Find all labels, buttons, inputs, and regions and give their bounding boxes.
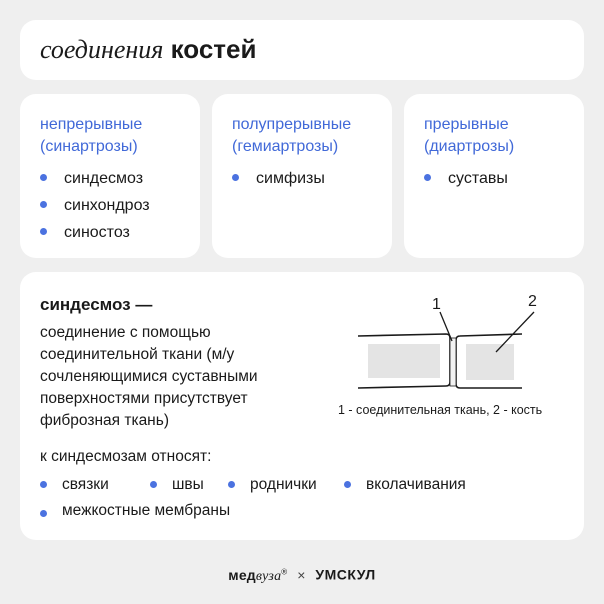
category-list <box>232 166 325 193</box>
list-item: швы <box>150 473 204 497</box>
bullet-icon <box>228 481 235 488</box>
list-item: вколачивания <box>344 473 466 497</box>
bullet-icon <box>344 481 351 488</box>
page-title <box>40 33 256 66</box>
footer-brand <box>0 560 604 584</box>
list-item: синостоз <box>40 220 150 247</box>
definition-card <box>20 272 584 540</box>
bullet-icon <box>40 201 47 208</box>
category-heading: полупрерывные (гемиартрозы) <box>232 116 352 155</box>
bullet-icon <box>40 174 47 181</box>
category-list <box>40 166 150 247</box>
category-card-continuous <box>20 94 200 258</box>
list-item: синдесмоз <box>40 166 150 193</box>
diagram-label-1: 1 <box>432 296 441 313</box>
brand-medvuza-logo: медвуза® <box>228 566 288 584</box>
category-card-semicontinuous <box>212 94 392 258</box>
list-item: синхондроз <box>40 193 150 220</box>
bullet-icon <box>232 174 239 181</box>
title-card <box>20 20 584 80</box>
syndesmosis-diagram <box>336 294 576 394</box>
list-item: межкостные мембраны <box>40 502 230 519</box>
connective-tissue <box>450 338 456 386</box>
bullet-icon <box>424 174 431 181</box>
bone-right-fill <box>466 344 514 380</box>
title-bold: костей <box>170 34 257 64</box>
definition-text: соединение с помощью соединительной ткани (м/у сочленяющимися суставными поверхностями присутствует фиброзная ткань) <box>40 324 258 429</box>
syndesmosis-types-row-2 <box>40 499 230 523</box>
definition-term: синдесмоз — <box>40 295 153 314</box>
syndesmosis-types-row <box>40 473 580 499</box>
bone-left-fill <box>368 344 440 378</box>
times-icon: × <box>297 566 306 583</box>
category-list <box>424 166 508 193</box>
category-heading: непрерывные (синартрозы) <box>40 116 143 155</box>
list-item: симфизы <box>232 166 325 193</box>
bullet-icon <box>40 228 47 235</box>
syndesmosis-intro: к синдесмозам относят: <box>40 448 212 465</box>
bullet-icon <box>150 481 157 488</box>
bullet-icon <box>40 481 47 488</box>
list-item: суставы <box>424 166 508 193</box>
diagram-caption: 1 - соединительная ткань, 2 - кость <box>338 403 543 417</box>
title-italic: соединения <box>40 35 164 64</box>
category-card-discontinuous <box>404 94 584 258</box>
brand-umskul-logo: УМСКУЛ <box>315 566 376 583</box>
list-item: связки <box>40 473 109 497</box>
list-item: роднички <box>228 473 317 497</box>
bullet-icon <box>40 510 47 517</box>
category-heading: прерывные (диартрозы) <box>424 116 515 155</box>
diagram-label-2: 2 <box>528 294 537 310</box>
